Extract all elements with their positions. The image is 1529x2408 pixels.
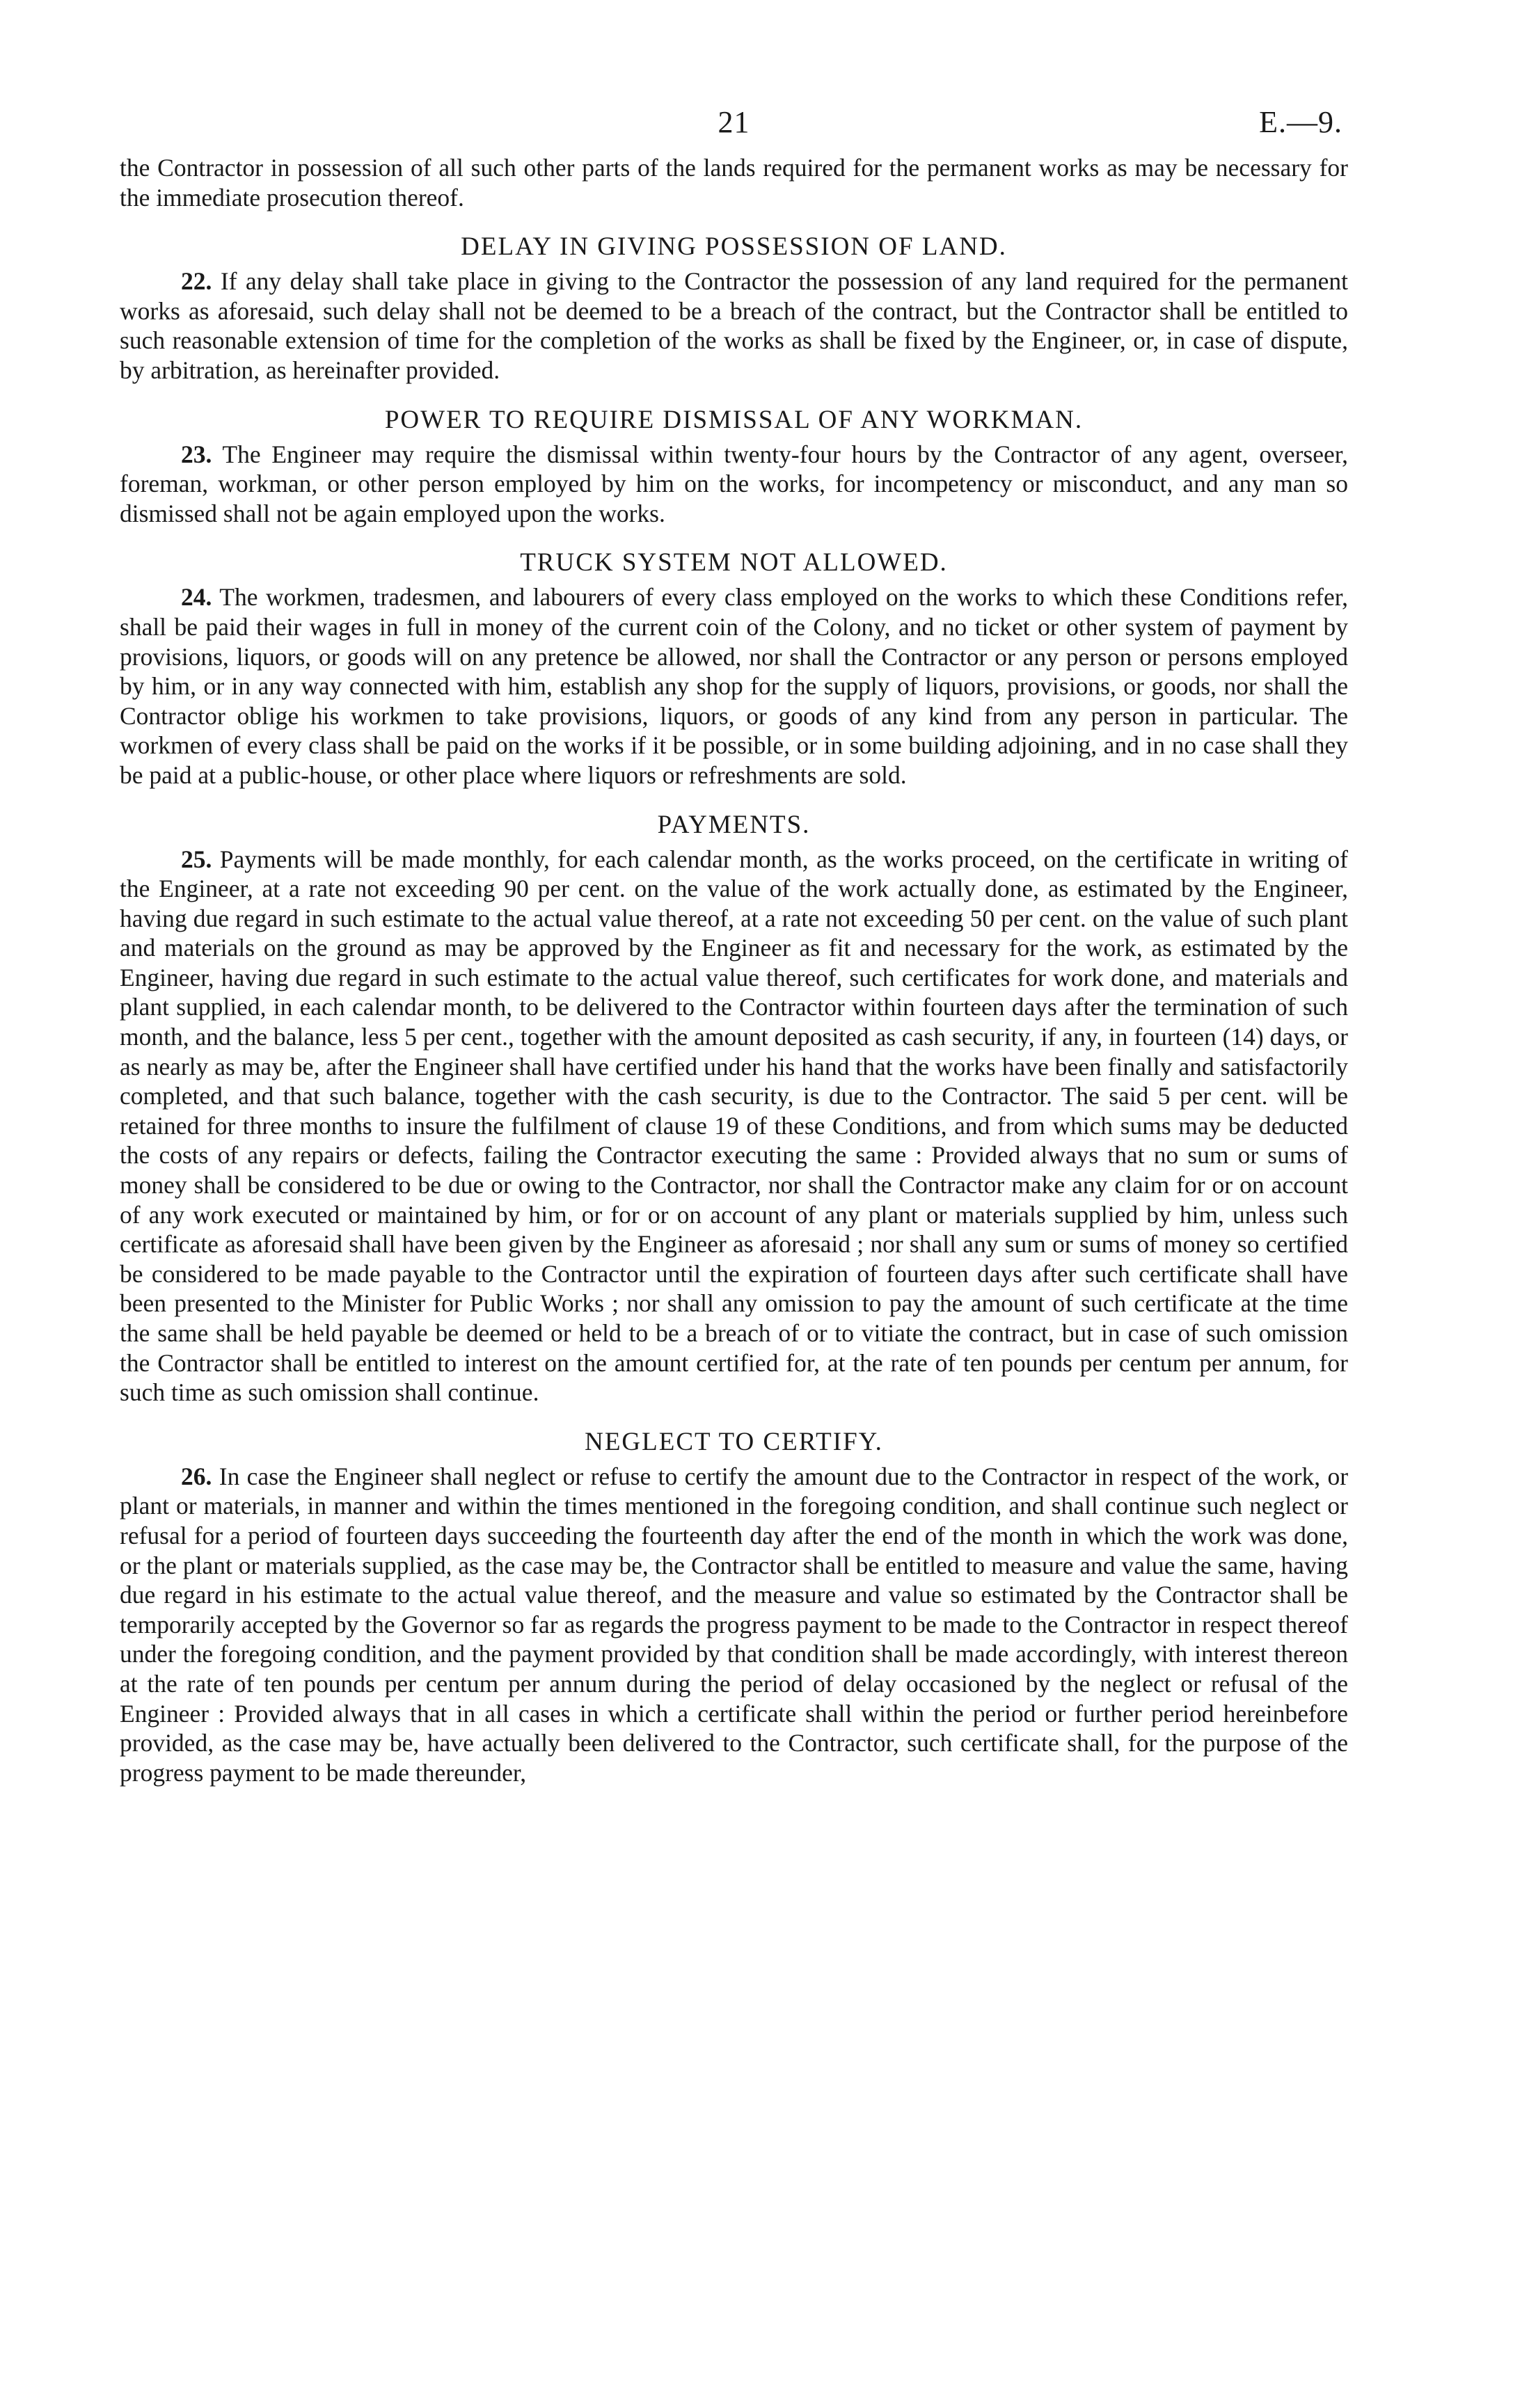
continued-paragraph: the Contractor in possession of all such other parts of the lands required for the permanent works as may be necessary for the immediate prosecution thereof. [120,154,1348,212]
clause-text: In case the Engineer shall neglect or refuse to certify the amount due to the Contractor in respect of the work, or plant or materials, in manner and within the times mentioned in the foregoing condition, and shall continue such neglect or refusal for a period of fourteen days succeeding the fourteenth day after the end of the month in which the work was done, or the plant or materials supplied, as the case may be, the Contractor shall be entitled to measure and value the same, having due regard in his estimate to the actual value thereof, and the measure and value so estimated by the Contractor shall be temporarily accepted by the Governor so far as regards the progress payment to be made to the Contractor in respect thereof under the foregoing condition, and the payment provided by that condition shall be made accordingly, with interest thereon at the rate of ten pounds per centum per annum during the period of delay occasioned by the neglect or refusal of the Engineer : Provided always that in all cases in which a certificate shall within the period or further period hereinbefore provided, as the case may be, have actually been delivered to the Contractor, such certificate shall, for the purpose of the progress payment to be made thereunder, [120,1462,1349,1787]
page-number: 21 [718,105,750,139]
section-heading-truck-system: TRUCK SYSTEM NOT ALLOWED. [520,548,948,577]
section-heading-payments: PAYMENTS. [657,810,811,839]
clause-25 [120,845,1348,1408]
clause-number: 24. [181,583,212,612]
clause-number: 25. [181,845,212,873]
section-heading-delay: DELAY IN GIVING POSSESSION OF LAND. [461,232,1007,262]
clause-23 [120,440,1348,529]
section-heading-dismissal: POWER TO REQUIRE DISMISSAL OF ANY WORKMAN. [384,405,1084,434]
clause-22 [120,266,1348,385]
clause-text: The Engineer may require the dismissal within twenty-four hours by the Contractor of any agent, overseer, foreman, workman, or other person employed by him on the works, for incompetency or misconduct, and any man so dismissed shall not be again employed upon the works. [120,440,1348,527]
section-heading-neglect: NEGLECT TO CERTIFY. [585,1427,883,1456]
clause-24 [120,582,1348,790]
clause-text: Payments will be made monthly, for each calendar month, as the works proceed, on the certificate in writing of the Engineer, at a rate not exceeding 90 per cent. on the value of the work actually done, as estimated by the Engineer, having due regard in such estimate to the actual value thereof, at a rate not exceeding 50 per cent. on the value of such plant and materials on the ground as may be approved by the Engineer as fit and necessary for the work, as estimated by the Engineer, having due regard in such estimate to the actual value thereof, such certificates for work done, and materials and plant supplied, in each calendar month, to be delivered to the Contractor within fourteen days after the termination of such month, and the balance, less 5 per cent., together with the amount deposited as cash security, if any, in fourteen (14) days, or as nearly as may be, after the Engineer shall have certified under his hand that the works have been finally and satisfactorily completed, and that such balance, together with the cash security, is due to the Contractor. The said 5 per cent. will be retained for three months to insure the fulfilment of clause 19 of these Conditions, and from which sums may be deducted the costs of any repairs or defects, failing the Contractor executing the same : Provided always that no sum or sums of money shall be considered to be due or owing to the Contractor, nor shall the Contractor make any claim for or on account of any work executed or maintained by him, or for or on account of any plant or materials supplied by him, unless such certificate as aforesaid shall have been given by the Engineer as aforesaid ; nor shall any sum or sums of money so certified be considered to be made payable to the Contractor until the expiration of fourteen days after such certificate shall have been presented to the Minister for Public Works ; nor shall any omission to pay the amount of such certificate at the time the same shall be held payable be deemed or held to be a breach of or to vitiate the contract, but in case of such omission the Contractor shall be entitled to interest on the amount certified for, at the rate of ten pounds per centum per annum, for such time as such omission shall continue. [120,845,1348,1407]
page-header [120,104,1348,153]
clause-text: If any delay shall take place in giving to the Contractor the possession of any land required for the permanent works as aforesaid, such delay shall not be deemed to be a breach of the contract, but the Contractor shall be entitled to such reasonable extension of time for the completion of the works as shall be fixed by the Engineer, or, in case of dispute, by arbitration, as hereinafter provided. [120,267,1349,384]
document-page [120,104,1348,1787]
clause-number: 23. [181,440,212,468]
paper-reference: E.—9. [1259,105,1342,139]
clause-number: 22. [181,267,212,296]
clause-26 [120,1462,1348,1788]
clause-text: The workmen, tradesmen, and labourers of every class employed on the works to which these Conditions refer, shall be paid their wages in full in money of the current coin of the Colony, and no ticket or other system of payment by provisions, liquors, or goods will on any pretence be allowed, nor shall the Contractor or any person or persons employed by him, or in any way connected with him, establish any shop for the supply of liquors, provisions, or goods, nor shall the Contractor oblige his workmen to take provisions, liquors, or goods of any kind from any person in particular. The workmen of every class shall be paid on the works if it be possible, or in some building adjoining, and in no case shall they be paid at a public-house, or other place where liquors or refreshments are sold. [120,583,1349,789]
clause-number: 26. [181,1462,212,1490]
